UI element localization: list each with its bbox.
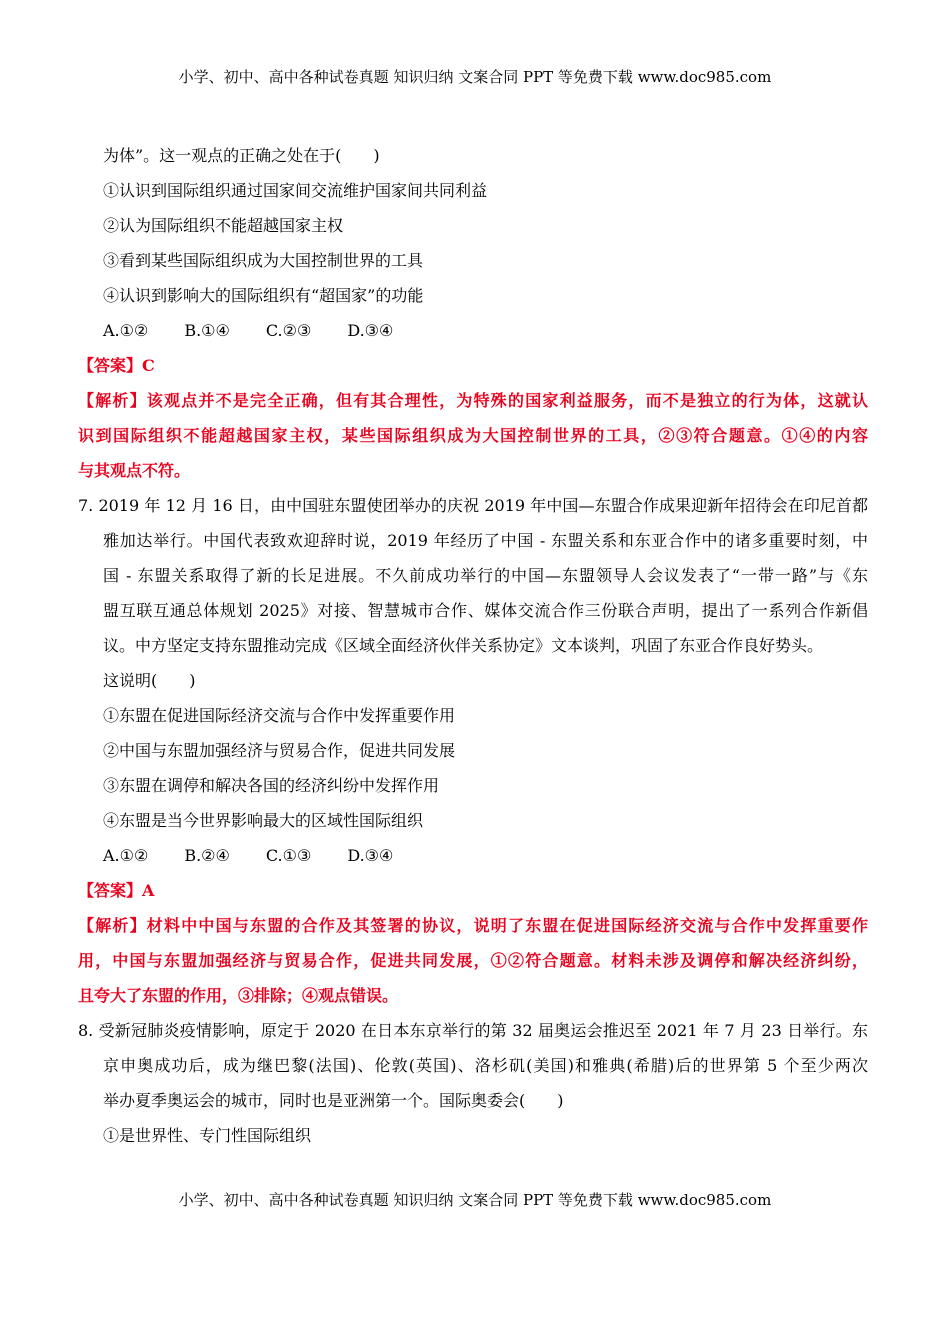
q7-analysis-line-2: 用，中国与东盟加强经济与贸易合作，促进共同发展，①②符合题意。材料未涉及调停和解决经济纠纷， [78, 951, 868, 970]
q7-stem-line-1: 7. 2019 年 12 月 16 日，由中国驻东盟使团举办的庆祝 2019 年中国—东盟合作成果迎新年招待会在印尼首都 [78, 496, 868, 515]
q7-item-3: ③东盟在调停和解决各国的经济纠纷中发挥作用 [103, 776, 440, 795]
q7-option-c: C.①③ [265, 846, 312, 865]
q6-item-2: ②认为国际组织不能超越国家主权 [103, 216, 344, 235]
q6-option-b: B.①④ [184, 321, 230, 340]
q6-answer: 【答案】C [78, 356, 155, 375]
q7-option-a: A.①② [103, 846, 149, 865]
q7-analysis-line-3: 且夸大了东盟的作用，③排除；④观点错误。 [78, 986, 399, 1005]
q8-stem-line-1: 8. 受新冠肺炎疫情影响，原定于 2020 在日本东京举行的第 32 届奥运会推迟至 2021 年 7 月 23 日举行。东 [78, 1021, 868, 1040]
q7-item-4: ④东盟是当今世界影响最大的区域性国际组织 [103, 811, 424, 830]
document-body [78, 138, 868, 1153]
q6-option-d: D.③④ [347, 321, 394, 340]
q7-stem-line-5: 议。中方坚定支持东盟推动完成《区域全面经济伙伴关系协定》文本谈判，巩固了东亚合作良好势头。 [103, 636, 824, 655]
q7-option-b: B.②④ [184, 846, 230, 865]
q7-options [78, 838, 868, 873]
q8-item-1: ①是世界性、专门性国际组织 [103, 1126, 312, 1145]
q6-analysis-line-2: 识到国际组织不能超越国家主权，某些国际组织成为大国控制世界的工具，②③符合题意。①④的内容 [78, 426, 868, 445]
header-banner: 小学、初中、高中各种试卷真题 知识归纳 文案合同 PPT 等免费下载 www.doc985.com [178, 68, 772, 86]
q7-item-2: ②中国与东盟加强经济与贸易合作，促进共同发展 [103, 741, 456, 760]
q7-stem-line-6: 这说明( ) [103, 671, 196, 690]
q6-item-3: ③看到某些国际组织成为大国控制世界的工具 [103, 251, 424, 270]
q6-stem-tail: 为体”。这一观点的正确之处在于( ) [103, 146, 380, 165]
q6-option-a: A.①② [103, 321, 149, 340]
q8-stem-line-3: 举办夏季奥运会的城市，同时也是亚洲第一个。国际奥委会( ) [103, 1091, 564, 1110]
q7-item-1: ①东盟在促进国际经济交流与合作中发挥重要作用 [103, 706, 456, 725]
q7-stem-line-2: 雅加达举行。中国代表致欢迎辞时说，2019 年经历了中国 - 东盟关系和东亚合作中的诸多重要时刻，中 [103, 531, 868, 550]
q7-option-d: D.③④ [347, 846, 394, 865]
q8-stem-line-2: 京申奥成功后，成为继巴黎(法国)、伦敦(英国)、洛杉矶(美国)和雅典(希腊)后的世界第 5 个至少两次 [103, 1056, 868, 1075]
q7-analysis-line-1: 【解析】材料中中国与东盟的合作及其签署的协议，说明了东盟在促进国际经济交流与合作中发挥重要作 [78, 916, 868, 935]
q7-answer: 【答案】A [78, 881, 155, 900]
footer-banner: 小学、初中、高中各种试卷真题 知识归纳 文案合同 PPT 等免费下载 www.doc985.com [178, 1191, 772, 1209]
q6-analysis-line-3: 与其观点不符。 [78, 461, 191, 480]
q6-item-4: ④认识到影响大的国际组织有“超国家”的功能 [103, 286, 424, 305]
q6-options [78, 313, 868, 348]
q6-item-1: ①认识到国际组织通过国家间交流维护国家间共同利益 [103, 181, 488, 200]
q7-stem-line-3: 国 - 东盟关系取得了新的长足进展。不久前成功举行的中国—东盟领导人会议发表了“一带一路”与《东 [103, 566, 868, 585]
q6-option-c: C.②③ [265, 321, 312, 340]
q6-analysis-line-1: 【解析】该观点并不是完全正确，但有其合理性，为特殊的国家利益服务，而不是独立的行为体，这就认 [78, 391, 868, 410]
q7-stem-line-4: 盟互联互通总体规划 2025》对接、智慧城市合作、媒体交流合作三份联合声明，提出了一系列合作新倡 [103, 601, 868, 620]
